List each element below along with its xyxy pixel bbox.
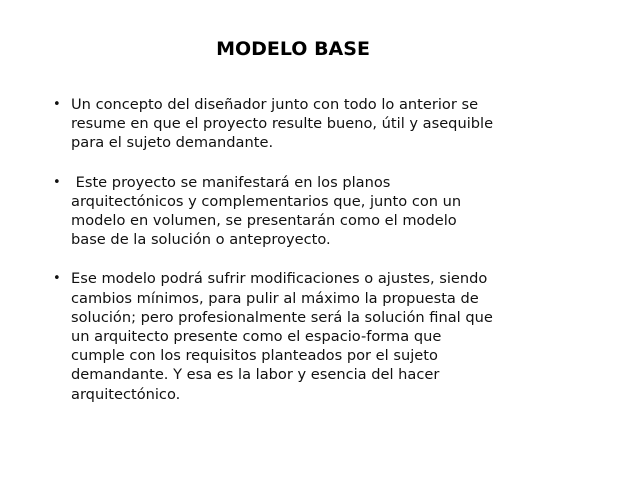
bullet-item-3	[52, 269, 532, 403]
bullet-3-line-2: cambios mínimos, para pulir al máximo la propuesta de	[71, 289, 479, 307]
bullet-3-line-7: arquitectónico.	[71, 385, 181, 403]
bullet-text-1	[71, 95, 532, 153]
bullet-text-2	[71, 173, 532, 250]
bullet-3-line-6: demandante. Y esa es la labor y esencia del hacer	[71, 366, 440, 384]
bullet-list	[52, 95, 532, 424]
bullet-2-line-4: base de la solución o anteproyecto.	[71, 231, 331, 249]
bullet-2-line-1: Este proyecto se manifestará en los planos	[71, 173, 391, 191]
bullet-3-line-3: solución; pero profesionalmente será la solución final que	[71, 308, 493, 326]
bullet-2-line-2: arquitectónicos y complementarios que, junto con un	[71, 192, 462, 210]
bullet-item-1	[52, 95, 532, 153]
bullet-icon: •	[53, 271, 61, 287]
bullet-3-line-5: cumple con los requisitos planteados por el sujeto	[71, 347, 438, 365]
bullet-1-line-3: para el sujeto demandante.	[71, 134, 274, 152]
bullet-1-line-2: resume en que el proyecto resulte bueno, útil y asequible	[71, 115, 494, 133]
bullet-icon: •	[53, 174, 61, 190]
bullet-3-line-4: un arquitecto presente como el espacio-forma que	[71, 328, 442, 346]
bullet-item-2	[52, 173, 532, 250]
bullet-3-line-1: Ese modelo podrá sufrir modificaciones o ajustes, siendo	[71, 270, 488, 288]
bullet-1-line-1: Un concepto del diseñador junto con todo lo anterior se	[71, 96, 479, 113]
slide-title: MODELO BASE	[216, 38, 370, 60]
bullet-2-line-3: modelo en volumen, se presentarán como el modelo	[71, 212, 457, 230]
bullet-text-3	[71, 269, 532, 403]
bullet-icon: •	[53, 97, 61, 112]
